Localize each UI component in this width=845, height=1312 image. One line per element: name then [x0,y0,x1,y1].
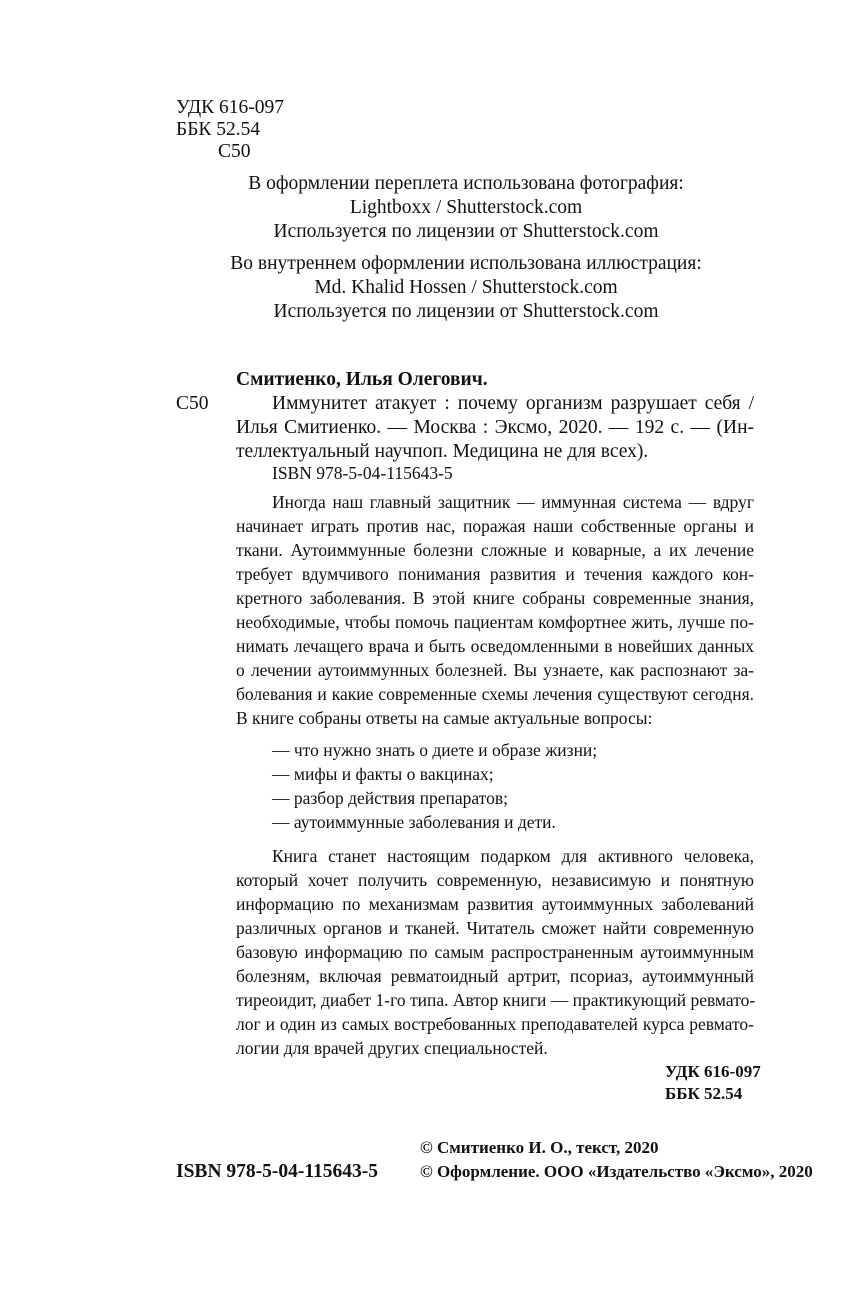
footer-isbn: ISBN 978-5-04-115643-5 [176,1161,379,1182]
annotation-line: Книга станет настоящим подарком для активного человека, [272,846,754,866]
annotation-bbk: ББК 52.54 [665,1084,743,1103]
annotation-line: болезням, включая ревматоидный артрит, псориаз, аутоиммунный [236,966,754,986]
cover-credit-line: Используется по лицензии от Shutterstock.com [273,221,659,242]
annotation-line: базовую информацию по самым распространенным аутоиммунным [236,942,754,962]
udk-code: УДК 616-097 [176,97,285,118]
interior-credit-line: Md. Khalid Hossen / Shutterstock.com [314,277,618,298]
list-item: — разбор действия препаратов; [272,788,508,808]
annotation-line: ткани. Аутоиммунные болезни сложные и коварные, а их лечение [236,540,754,560]
author-mark: С50 [218,141,251,162]
catalog-entry-line: Илья Смитиенко. — Москва : Эксмо, 2020. — 192 с. — (Ин- [236,417,754,438]
annotation-udk: УДК 616-097 [665,1062,761,1081]
catalog-entry-line: теллектуальный научпоп. Медицина не для всех). [236,441,649,462]
annotation-line: требует вдумчивого понимания развития и течения каждого кон- [236,564,754,584]
cover-credit-line: Lightboxx / Shutterstock.com [349,197,583,218]
annotation-line: о лечении аутоиммунных болезней. Вы узнаете, как распознают за- [236,660,754,680]
annotation-line: различных органов и тканей. Читатель сможет найти современную [236,918,754,938]
interior-credit-line: Используется по лицензии от Shutterstock.com [273,301,659,322]
copyright-design: © Оформление. ООО «Издательство «Эксмо», 2020 [420,1162,813,1181]
annotation-line: начинает играть против нас, поражая наши собственные органы и [236,516,754,536]
interior-credit-line: Во внутреннем оформлении использована иллюстрация: [230,253,702,274]
catalog-isbn: ISBN 978-5-04-115643-5 [272,463,453,483]
annotation-line: нимать лечащего врача и быть осведомленными в новейших данных [236,636,754,656]
catalog-entry-line: Иммунитет атакует : почему организм разрушает себя / [272,393,754,414]
list-item: — мифы и факты о вакцинах; [272,764,494,784]
annotation-line: лог и один из самых востребованных преподавателей курса ревмато- [236,1014,754,1034]
list-item: — что нужно знать о диете и образе жизни; [272,740,598,760]
annotation-line: логии для врачей других специальностей. [236,1038,548,1058]
list-item: — аутоиммунные заболевания и дети. [272,812,556,832]
annotation-line: болевания и какие современные схемы лечения существуют сегодня. [236,684,754,704]
annotation-line: который хочет получить современную, независимую и понятную [236,870,754,890]
copyright-text: © Смитиенко И. О., текст, 2020 [420,1138,659,1157]
annotation-line: Иногда наш главный защитник — иммунная система — вдруг [272,492,754,512]
annotation-line: В книге собраны ответы на самые актуальные вопросы: [236,708,653,728]
catalog-author: Смитиенко, Илья Олегович. [236,369,488,390]
bbk-code: ББК 52.54 [176,119,261,140]
annotation-line: информацию по механизмам развития аутоиммунных заболеваний [236,894,754,914]
annotation-line: тиреоидит, диабет 1-го типа. Автор книги — практикующий ревмато- [236,990,756,1010]
catalog-mark: С50 [176,393,209,414]
annotation-line: необходимые, чтобы помочь пациентам комфортнее жить, лучше по- [236,612,754,632]
annotation-line: кретного заболевания. В этой книге собраны современные знания, [236,588,754,608]
cover-credit-line: В оформлении переплета использована фотография: [248,173,684,194]
